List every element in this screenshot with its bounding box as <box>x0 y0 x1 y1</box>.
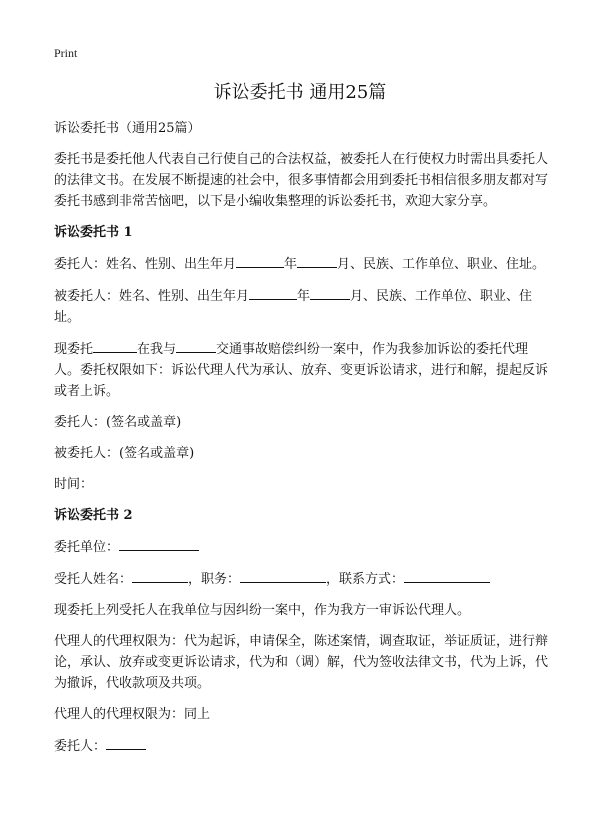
time-line: 时间： <box>54 477 94 492</box>
agent-birth-month-blank <box>310 285 350 300</box>
unit-blank <box>119 536 199 551</box>
position-label: ，职务： <box>188 572 241 587</box>
agent-birth-year-blank <box>249 285 297 300</box>
client-blank-2 <box>106 735 146 750</box>
client-info-suffix: 月、民族、工作单位、职业、住址。 <box>337 257 546 272</box>
other-party-blank <box>176 338 216 353</box>
subtitle: 诉讼委托书（通用25篇） <box>54 121 201 136</box>
entrust-part-c: 交通事故赔偿纠纷一案中，作为我参加诉讼的委托代理人。委托权限如下：诉讼代理人代为承认、放弃、变更诉讼请求，进行和解，提起反诉或者上诉。 <box>54 342 549 399</box>
client-info-prefix: 委托人：姓名、性别、出生年月 <box>54 257 237 272</box>
client-info-paragraph <box>54 253 552 275</box>
birth-year-blank <box>236 253 284 268</box>
intro-paragraph: 委托书是委托他人代表自己行使自己的合法权益，被委托人在行使权力时需出具委托人的法律文书。在发展不断提速的社会中，很多事情都会用到委托书相信很多朋友都对写委托书感到非常苦恼吧，以下是小编收集整理的诉讼委托书，欢迎大家分享。 <box>54 152 549 209</box>
entrust-part-a: 现委托 <box>54 342 94 357</box>
section-1-heading: 诉讼委托书 1 <box>54 225 133 240</box>
entrusted-name-blank <box>93 338 137 353</box>
client-label-2: 委托人： <box>54 739 107 754</box>
client-signature-line: 委托人：(签名或盖章) <box>54 415 182 430</box>
contact-blank <box>404 568 490 583</box>
contact-label: ，联系方式： <box>326 572 405 587</box>
birth-month-blank <box>297 253 337 268</box>
agent-info-suffix: 月、民族、工作单位、职业、住址。 <box>54 289 533 325</box>
authority-paragraph: 代理人的代理权限为：代为起诉，申请保全，陈述案情，调查取证，举证质证，进行辩论，承认、放弃或变更诉讼请求，代为和（调）解，代为签收法律文书，代为上诉，代为撤诉，代收款项及共项。 <box>54 634 549 691</box>
entrust-paragraph-2: 现委托上列受托人在我单位与因纠纷一案中，作为我方一审诉讼代理人。 <box>54 603 471 618</box>
section-2-heading: 诉讼委托书 2 <box>54 508 133 523</box>
entrust-paragraph <box>54 338 552 402</box>
agent-signature-line: 被委托人：(签名或盖章) <box>54 446 195 461</box>
print-link[interactable]: Print <box>54 46 78 60</box>
document-body <box>54 118 552 767</box>
client-line-2 <box>54 735 552 757</box>
agent-year-label: 年 <box>297 289 311 304</box>
entrust-part-b: 在我与 <box>137 342 177 357</box>
unit-line <box>54 536 552 558</box>
position-blank <box>240 568 326 583</box>
trustee-name-label: 受托人姓名： <box>54 572 133 587</box>
agent-info-prefix: 被委托人：姓名、性别、出生年月 <box>54 289 250 304</box>
page-title: 诉讼委托书 通用25篇 <box>213 82 387 103</box>
year-label: 年 <box>284 257 298 272</box>
unit-label: 委托单位： <box>54 540 120 555</box>
trustee-line <box>54 568 552 590</box>
trustee-name-blank <box>132 568 188 583</box>
agent-info-paragraph <box>54 285 552 328</box>
authority-paragraph-2: 代理人的代理权限为：同上 <box>54 707 211 722</box>
